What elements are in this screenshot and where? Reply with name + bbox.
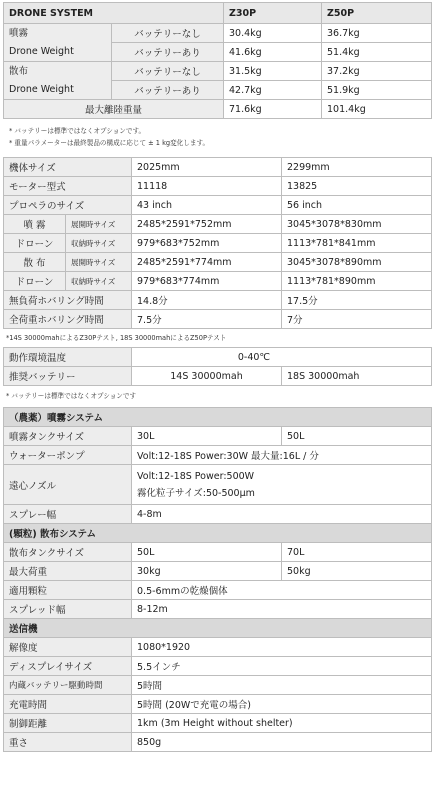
section-title: 送信機	[4, 619, 432, 638]
section-header-transmitter	[4, 619, 432, 638]
table-row	[4, 367, 432, 386]
test-note: *14S 30000mahによるZ30Pテスト, 18S 30000mahによるZ50Pテスト	[6, 334, 227, 342]
value-cell: 0-40℃	[132, 348, 432, 367]
label-cell: 充電時間	[4, 695, 132, 714]
weight-notes	[3, 119, 432, 157]
label-cell: 動作環境温度	[4, 348, 132, 367]
header-z30p: Z30P	[224, 3, 322, 24]
value-cell: 70L	[282, 543, 432, 562]
table-row	[4, 581, 432, 600]
table-row	[4, 177, 432, 196]
table-row	[4, 291, 432, 310]
label-cell: 展開時サイズ	[66, 253, 132, 272]
label-cell: ディスプレイサイズ	[4, 657, 132, 676]
value-cell: 43 inch	[132, 196, 282, 215]
value-cell: Volt:12-18S Power:30W 最大量:16L / 分	[132, 446, 432, 465]
section-title: (顆粒) 散布システム	[4, 524, 432, 543]
label-cell: ドローン	[4, 272, 66, 291]
table-row	[4, 100, 432, 119]
label-cell: 解像度	[4, 638, 132, 657]
section-header-scatter	[4, 524, 432, 543]
table-row	[4, 234, 432, 253]
value-cell: 50kg	[282, 562, 432, 581]
table-header-row	[4, 3, 432, 24]
value-cell: 51.4kg	[322, 43, 432, 62]
spec-table	[3, 157, 432, 329]
value-cell: 2485*2591*752mm	[132, 215, 282, 234]
table-row	[4, 657, 432, 676]
value-cell: 31.5kg	[224, 62, 322, 81]
table-row	[4, 62, 432, 81]
table-row	[4, 543, 432, 562]
drone-weight-table	[3, 2, 432, 119]
label-cell: 収納時サイズ	[66, 272, 132, 291]
note-line: * 重量パラメーターは最終製品の構成に応じて ± 1 kg変化します。	[9, 139, 210, 147]
value-cell: 1113*781*841mm	[282, 234, 432, 253]
value-cell: 5時間 (20Wで充電の場合)	[132, 695, 432, 714]
table-row	[4, 427, 432, 446]
value-cell: 979*683*774mm	[132, 272, 282, 291]
label-cell: 噴 霧	[4, 215, 66, 234]
table-row	[4, 24, 432, 43]
label-cell: 内蔵バッテリー駆動時間	[4, 676, 132, 695]
value-cell: 3045*3078*830mm	[282, 215, 432, 234]
table-row	[4, 695, 432, 714]
table-row	[4, 348, 432, 367]
value-cell: 42.7kg	[224, 81, 322, 100]
value-cell: 7分	[282, 310, 432, 329]
label-cell: 展開時サイズ	[66, 215, 132, 234]
label-cell: 機体サイズ	[4, 158, 132, 177]
label-cell: 最大荷重	[4, 562, 132, 581]
label-cell: 制御距離	[4, 714, 132, 733]
value-cell: 41.6kg	[224, 43, 322, 62]
scatter-label-jp: 散布	[9, 65, 29, 77]
environment-table	[3, 347, 432, 386]
label-cell: 全荷重ホバリング時間	[4, 310, 132, 329]
table-row	[4, 733, 432, 752]
value-cell: 14.8分	[132, 291, 282, 310]
value-cell: 2485*2591*774mm	[132, 253, 282, 272]
value-cell: 3045*3078*890mm	[282, 253, 432, 272]
label-cell: 散 布	[4, 253, 66, 272]
label-cell: ウォーターポンプ	[4, 446, 132, 465]
condition-cell: バッテリーなし	[112, 62, 224, 81]
table-row	[4, 310, 432, 329]
value-cell: 30L	[132, 427, 282, 446]
label-cell: スプレッド幅	[4, 600, 132, 619]
systems-table	[3, 407, 432, 752]
label-cell: 適用顆粒	[4, 581, 132, 600]
table-row	[4, 505, 432, 524]
value-cell: 37.2kg	[322, 62, 432, 81]
spray-weight-label	[4, 24, 112, 62]
label-cell: 重さ	[4, 733, 132, 752]
value-cell: 0.5-6mmの乾燥個体	[132, 581, 432, 600]
table-row	[4, 215, 432, 234]
table-row	[4, 272, 432, 291]
label-cell: 噴霧タンクサイズ	[4, 427, 132, 446]
table-row	[4, 465, 432, 505]
table-row	[4, 676, 432, 695]
value-cell: 5.5インチ	[132, 657, 432, 676]
value-cell: 71.6kg	[224, 100, 322, 119]
battery-note: * バッテリーは標準ではなくオプションです	[6, 392, 137, 400]
value-cell: 18S 30000mah	[282, 367, 432, 386]
mtow-label: 最大離陸重量	[4, 100, 224, 119]
value-cell: 850g	[132, 733, 432, 752]
value-cell: 30kg	[132, 562, 282, 581]
scatter-label-en: Drone Weight	[9, 83, 74, 95]
spray-label-en: Drone Weight	[9, 45, 74, 57]
nozzle-line: Volt:12-18S Power:500W	[137, 470, 255, 482]
table-row	[4, 196, 432, 215]
value-cell: 5時間	[132, 676, 432, 695]
value-cell: 17.5分	[282, 291, 432, 310]
section-title: （農薬）噴霧システム	[4, 408, 432, 427]
scatter-weight-label	[4, 62, 112, 100]
table-row	[4, 158, 432, 177]
value-cell: 8-12m	[132, 600, 432, 619]
header-drone-system: DRONE SYSTEM	[4, 3, 224, 24]
label-cell: プロペラのサイズ	[4, 196, 132, 215]
label-cell: 収納時サイズ	[66, 234, 132, 253]
value-cell: 979*683*752mm	[132, 234, 282, 253]
table-row	[4, 562, 432, 581]
value-cell: 36.7kg	[322, 24, 432, 43]
condition-cell: バッテリーなし	[112, 24, 224, 43]
table-row	[4, 600, 432, 619]
value-cell: 4-8m	[132, 505, 432, 524]
value-cell: 1080*1920	[132, 638, 432, 657]
value-cell: 1km (3m Height without shelter)	[132, 714, 432, 733]
value-cell: 51.9kg	[322, 81, 432, 100]
value-cell: 13825	[282, 177, 432, 196]
label-cell: 無負荷ホバリング時間	[4, 291, 132, 310]
label-cell: スプレー幅	[4, 505, 132, 524]
label-cell: 推奨バッテリー	[4, 367, 132, 386]
table-row	[4, 714, 432, 733]
condition-cell: バッテリーあり	[112, 43, 224, 62]
condition-cell: バッテリーあり	[112, 81, 224, 100]
spray-label-jp: 噴霧	[9, 27, 29, 39]
label-cell: ドローン	[4, 234, 66, 253]
value-cell: 101.4kg	[322, 100, 432, 119]
value-cell: 2025mm	[132, 158, 282, 177]
value-cell: 11118	[132, 177, 282, 196]
value-cell: 2299mm	[282, 158, 432, 177]
table-row	[4, 446, 432, 465]
label-cell: モーター型式	[4, 177, 132, 196]
table-row	[4, 638, 432, 657]
value-cell: 56 inch	[282, 196, 432, 215]
header-z50p: Z50P	[322, 3, 432, 24]
value-cell: 7.5分	[132, 310, 282, 329]
value-cell: 1113*781*890mm	[282, 272, 432, 291]
note-line: * バッテリーは標準ではなくオプションです。	[9, 127, 146, 135]
nozzle-line: 霧化粒子サイズ:50-500μm	[137, 487, 255, 499]
label-cell: 散布タンクサイズ	[4, 543, 132, 562]
label-cell: 遠心ノズル	[4, 465, 132, 505]
value-cell: 50L	[132, 543, 282, 562]
table-row	[4, 253, 432, 272]
section-header-spray	[4, 408, 432, 427]
value-cell: 30.4kg	[224, 24, 322, 43]
value-cell: 14S 30000mah	[132, 367, 282, 386]
value-cell	[132, 465, 432, 505]
value-cell: 50L	[282, 427, 432, 446]
